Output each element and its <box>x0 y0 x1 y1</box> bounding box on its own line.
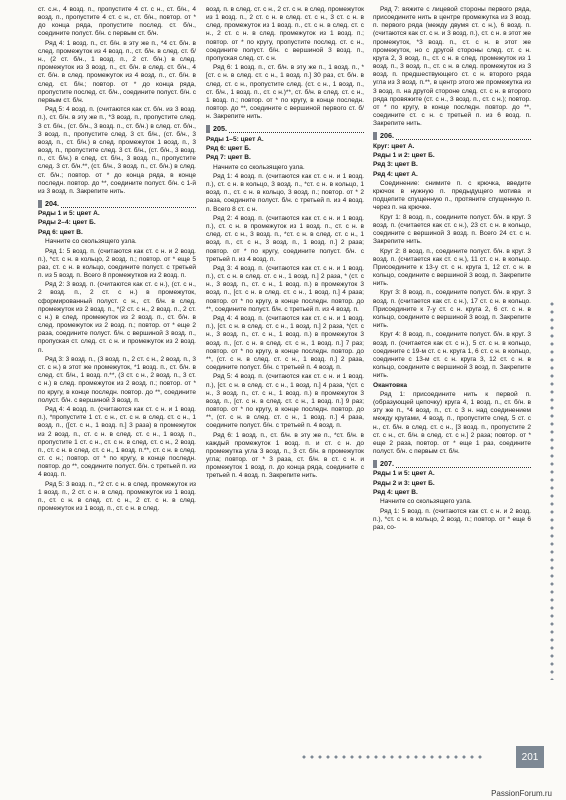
paragraph: Начните со скользящего узла. <box>45 238 137 246</box>
color-spec: Круг: цвет А. <box>373 142 415 150</box>
paragraph: Ряд 5: 4 возд. п. (считаются как ст. с н. и 1 возд. п.), [ст. с н. в след. ст. с н., 1 возд. п.] 4 раза, *(ст. с н., 3 возд. п., ст. с н., 1 возд. п.) в промежуток 3 возд. п., [ст. с н. в след. ст. с н., 1 возд. п.] 9 раз; повтор. от * по кругу, в конце последн. повтор. до **, (ст. с н. в след. ст. с н., 1 возд. п.] 4 раза, соедините полуст. б/н. с третьей п. 4 возд. п. <box>206 373 364 430</box>
dotted-rule <box>61 201 196 208</box>
color-spec: Ряд 3: цвет В. <box>373 161 418 169</box>
paragraph: Ряд 6: 1 возд. п., ст. б/н. в эту же п., 1 возд. п., *[ст. с н. в след. ст. с н., 1 возд. п.] 30 раз, ст. б/н. в след. ст. с н., пропустите след. (ст. с н., 1 возд. п., ст. б/н., 1 возд. п., ст. с н.)**, ст. б/н. в след. ст. с н., 1 возд. п.; повтор. от * по кругу, в конце последн. повтор. до **, соедините с вершиной первого ст. б/н. Закрепите нить. <box>206 64 364 121</box>
section-heading-206 <box>373 132 531 140</box>
paragraph: Ряд 1: присоедините нить к первой п. (образующей цепочку) круга 4, 1 возд. п., ст. б/н. в эту же п., *4 возд. п., ст. с 3 н. над соединением между кругами, 4 возд. п., пропустите след. 5 ст. с н., ст. б/н. в след. ст. с н., [3 возд. п., пропустите 2 ст. с н., ст. б/н. в след. ст. с н.] 2 раза; повтор. от * еще 2 раза, повтор. от * еще 1 раз, соедините полуст. б/н. с первым ст. б/н. <box>373 390 531 455</box>
paragraph: Ряд 7: вяжите с лицевой стороны первого ряда, присоедините нить в центре промежутка из 3 возд. п. первого ряда (между двумя ст. с н.), 6 возд. п. (считаются как ст. с н. и 3 возд. п.), ст. с н. в этот же промежуток, *3 возд. п., ст. с н. в этот же промежуток, но с другой стороны след. ст. с н. круга 2, 3 возд. п., ст. с н. в след. промежуток из 1 возд. п., 3 возд. п., ст. с н. в след. промежуток из 3 возд. п. предшествующего ст. с н. второго ряда угла из 3 возд. п.**, в центр этого же промежутка из 3 возд. п. на другой стороне след. ст. с н. в второго ряда провяжите (ст. с н., 3 возд. п., ст. с н.); повтор. от * по кругу, в конце последн. повтор. до **, соедините ст. с н. с третьей п. из 6 возд. п. Закрепите нить. <box>373 6 531 128</box>
color-spec: Ряды 2 и 3: цвет Б. <box>373 479 435 487</box>
paragraph: Ряд 6: 1 возд. п., ст. б/н. в эту же п., *ст. б/н. в каждый промежуток 1 возд. п. и ст. с н. до промежутка угла 3 возд. п., 3 ст. б/н. в промежуток угла; повтор. от * 3 раза, ст. б/н. в ст. с н. и промежуток 1 возд. п. до конца ряда, соедините с третьей п. 4 возд. п. Закрепите нить. <box>206 431 364 480</box>
section-marker-icon <box>38 200 42 208</box>
color-spec: Ряды 1–5: цвет А. <box>206 135 264 143</box>
color-spec: Ряд 6: цвет Б. <box>206 144 251 152</box>
section-number: 204. <box>45 198 59 208</box>
section-heading-207 <box>373 460 531 468</box>
paragraph: Ряд 2: 4 возд. п. (считаются как ст. с н. и 1 возд. п.), ст. с н. в промежуток из 1 возд. п., ст. с н. в след. ст. с н., 3 возд. п., *ст. с н. в след. ст. с н., 1 возд. п., ст. с н., 3 возд. п., 1 возд. п.] 2 раза; повтор. от * по кругу, соедините полуст. б/н. с третьей п. из 4 возд. п. <box>206 214 364 263</box>
color-spec: Ряд 6: цвет В. <box>38 228 83 236</box>
paragraph: Ряд 3: 4 возд. п. (считаются как ст. с н. и 1 возд. п.), ст. с н. в след. ст. с н., 1 возд. п.] 2 раза, * (ст. с н., 3 возд. п., ст. с н., 1 возд. п.) в промежуток 3 возд. п., [ст. с н. в след. ст. с н., 1 возд. п.] 4 раза; повтор. от * по кругу, в конце последн. повтор. до **, соедините полуст. б/н. с третьей п. из 4 возд. п. <box>206 265 364 313</box>
color-spec: Ряд 4: цвет В. <box>373 489 418 496</box>
paragraph: Ряд 4: 4 возд. п. (считаются как ст. с н. и 1 возд. п.), [ст. с н. в след. ст. с н., 1 возд. п.] 2 раза, *(ст. с н., 3 возд. п., ст. с н., 1 возд. п.) в промежуток 3 возд. п., [ст. с н. в след. ст. с н., 1 возд. п.] 7 раз; повтор. от * по кругу, в конце последн. повтор. до **, (ст. с н. в след. ст. с н., 1 возд. п.] 2 раза, соедините полуст. б/н. с третьей п. 4 возд. п. <box>206 315 364 372</box>
section-marker-icon <box>373 460 377 468</box>
dotted-rule <box>396 461 531 468</box>
color-spec: Ряды 1 и 2: цвет Б. <box>373 151 435 159</box>
color-spec: Ряд 7: цвет В. <box>206 154 251 162</box>
section-number: 206. <box>380 131 394 141</box>
paragraph: ст. с.н., 4 возд. п., пропустите 4 ст. с н., ст. б/н., 4 возд. п., пропустите 4 ст. с н., ст. б/н., повтор. от * до конца ряда, пропустите послед. ст. б/н., соедините полуст. б/н. с первым ст. б/н. <box>38 6 196 38</box>
color-spec: Ряды 1 и 5: цвет А. <box>373 470 435 478</box>
text-column-1 <box>38 6 196 514</box>
dotted-rule <box>396 133 531 140</box>
page-number: 201 <box>516 746 544 768</box>
paragraph: Ряд 5: 3 возд. п., *2 ст. с н. в след. промежуток из 1 возд. п., 2 ст. с н. в след. промежуток из 1 возд. п., ст. с н. в след. ст. с н., 2 ст. с н. в след. промежуток из 1 возд. п., ст. с н. в след. <box>38 480 196 513</box>
decorative-dot-row <box>300 753 486 763</box>
text-column-3 <box>373 6 531 533</box>
paragraph: Круг 4: 8 возд. п., соедините полуст. б/н. в круг. 3 возд. п. (считается как ст. с н.), 5 ст. с н. в кольцо, соедините с 19-м ст. с н. круга 1, 6 ст. с н. в кольцо, соедините с 13-м ст. с н. круга 3, 12 ст. с н. в кольцо, соедините с вершиной 3 возд. п. Закрепите нить. <box>373 331 531 380</box>
paragraph: Ряд 1: 5 возд. п. (считаются как ст. с н. и 2 возд. п.), *ст. с н. в кольцо, 2 возд. п.; повтор. от * еще 5 раз, ст. с н. в кольцо, соедините полуст. с третьей п. из 5 возд. п. Всего 8 промежутков из 2 возд. п. <box>38 247 196 279</box>
paragraph: Круг 2: 8 возд. п., соедините полуст. б/н. в круг. 3 возд. п. (считается как ст. с н.), 11 ст. с н. в кольцо. Присоедините к 13-у ст. с н. круга 1, 12 ст. с н. в кольцо, соедините с вершиной 3 возд. п. Закрепите нить. <box>373 247 531 288</box>
paragraph: Начните со скользящего узла. <box>380 498 472 506</box>
color-spec: Ряд 4: цвет А. <box>373 170 418 178</box>
subheading: Окантовка <box>373 381 408 389</box>
paragraph: Ряд 1: 5 возд. п. (считаются как ст. с н. и 2 возд. п.), *ст. с н. в кольцо, 2 возд. п.; повтор. от * еще 6 раз, со- <box>373 507 531 531</box>
color-spec: Ряды 2–4: цвет Б. <box>38 219 96 227</box>
paragraph: Круг 1: 8 возд. п., соедините полуст. б/н. в круг. 3 возд. п. (считается как ст. с н.), 23 ст. с н. в кольцо, соедините с вершиной 3 возд. п. Всего 24 ст. с н. Закрепите нить. <box>373 213 531 246</box>
paragraph: Ряд 5: 4 возд. п. (считаются как ст. б/н. из 3 возд. п.), ст. б/н. в эту же п., *3 возд. п., пропустите след. 3 ст. б/н., (ст. б/н., 3 возд. п., ст. б/н.) в след. ст. б/н., 3 возд. п., пропустите след. 3 ст. б/н., (ст. б/н., 3 возд. п., ст. б/н.) в след. промежуток 1 возд. п., 3 возд. п., пропустите след. 3 ст. б/н., (ст. б/н., 3 возд. п., ст. б/н.) в след. ст. б/н., 3 возд. п., пропустите след. 3 ст. б/н.**, (ст. б/н., 3 возд. п., ст. б/н.) в след. ст. б/н.; повтор. от * до конца ряда, в конце последн. повтор. до **, соедините полуст. б/н. с 1-й из 3 возд. п. Закрепите нить. <box>38 106 196 195</box>
paragraph: Ряд 4: 4 возд. п. (считаются как ст. с н. и 1 возд. п.), *пропустите 1 ст. с н., ст. с н. в след. ст. с н., 1 возд. п., ([ст. с н., 1 возд. п.] 3 раза) в промежуток из 2 возд. п., ст. с н. в след. ст. с н., 1 возд. п., пропустите 1 ст. с н., ст. с н. в след. ст. с н., 2 возд. п., ст. с н. в след. ст. с н., 1 возд. п.**, ст. с н. в след. ст. с н.; повтор. от * по кругу, в конце последн. повтор. до **, соедините полуст. б/н. с третьей п. из 4 возд. п. <box>38 406 196 479</box>
section-number: 205. <box>213 124 227 134</box>
paragraph: Ряд 2: 3 возд. п. (считаются как ст. с н.), (ст. с н., 2 возд. п., 2 ст. с н.) в промежуток, сформированный полуст. с н., ст. б/н. в след. промежуток из 2 возд. п., *(2 ст. с н., 2 возд. п., 2 ст. с н.) в след. промежуток из 2 возд. п., ст. б/н. в след. промежуток из 2 возд. п.; повтор. от * еще 2 раза, соедините полуст. б/н. с вершиной 3 возд. п., пропуская ст. след. ст. с н. и промежуток из 2 возд. п. <box>38 281 196 354</box>
paragraph: Круг 3: 8 возд. п., соедините полуст. б/н. в круг. 3 возд. п. (считается как ст. с н.), 17 ст. с н. в кольцо. Присоедините к 7-у ст. с н. круга 2, 6 ст. с н. в кольцо, соедините с вершиной 3 возд. п. Закрепите нить. <box>373 289 531 330</box>
color-spec: Ряды 1 и 5: цвет А. <box>38 210 100 218</box>
paragraph: Соединение: снимите п. с крючка, введите крючок в нужную п. предыдущего мотива и подцепите спущенную п., протяните спущенную п. через п. на крючке. <box>373 179 531 212</box>
paragraph: Ряд 4: 1 возд. п., ст. б/н. в эту же п., *4 ст. б/н. в след. промежуток из 4 возд. п., ст. б/н. в след. ст. б/н., (2 ст. б/н., 1 возд. п., 2 ст. б/н.) в след. промежуток из 3 возд. п., ст. б/н. в след. ст. б/н., 4 ст. б/н. в след. промежуток из 4 возд. п., ст. б/н. в след. ст. б/н.; повтор. от * до конца ряда, пропустите послед. ст. б/н., соедините полуст. б/н. с первым ст. б/н. <box>38 39 196 104</box>
text-column-2 <box>206 6 364 482</box>
section-marker-icon <box>373 132 377 140</box>
paragraph: Ряд 3: 3 возд. п., (3 возд. п., 2 ст. с н., 2 возд. п., 3 ст. с н.) в этот же промежуток, *1 возд. п., ст. б/н. в след. ст. б/н., 1 возд. п.**, (3 ст. с н., 2 возд. п., 3 ст. с н.) в след. промежуток из 2 возд. п.; повтор. от * по кругу, в конце последн. повтор. до **, соедините полуст. б/н. с вершиной 3 возд. п. <box>38 355 196 404</box>
dotted-rule <box>229 126 364 133</box>
section-number: 207. <box>380 459 394 469</box>
section-heading-205 <box>206 125 364 133</box>
section-marker-icon <box>206 125 210 133</box>
paragraph: возд. п. в след. ст. с н., 2 ст. с н. в след. промежуток из 1 возд. п., 2 ст. с н. в след. ст. с н., 3 ст. с н. в след. промежуток из 1 возд. п., ст. с н. в след. ст. с н., 2 ст. с н. в след. промежуток из 1 возд. п.; повтор. от * по кругу, пропустите послед. ст. с н., соедините полуст. б/н. с вершиной 3 возд. п., пропуская след. ст. с н. <box>206 6 364 62</box>
footer-watermark: PassionForum.ru <box>491 789 552 798</box>
paragraph: Начните со скользящего узла. <box>213 163 305 171</box>
section-heading-204 <box>38 200 196 208</box>
paragraph: Ряд 1: 4 возд. п. (считаются как ст. с н. и 1 возд. п.), ст. с н. в кольцо, 3 возд. п., *ст. с н. в кольцо, 1 возд. п., ст. с н. в кольцо, 3 возд. п.; повтор. от * 2 раза, соедините полуст. б/н. с третьей п. из 4 возд. п. Всего 8 ст. с н. <box>206 172 364 213</box>
decorative-dot-column <box>548 300 558 680</box>
